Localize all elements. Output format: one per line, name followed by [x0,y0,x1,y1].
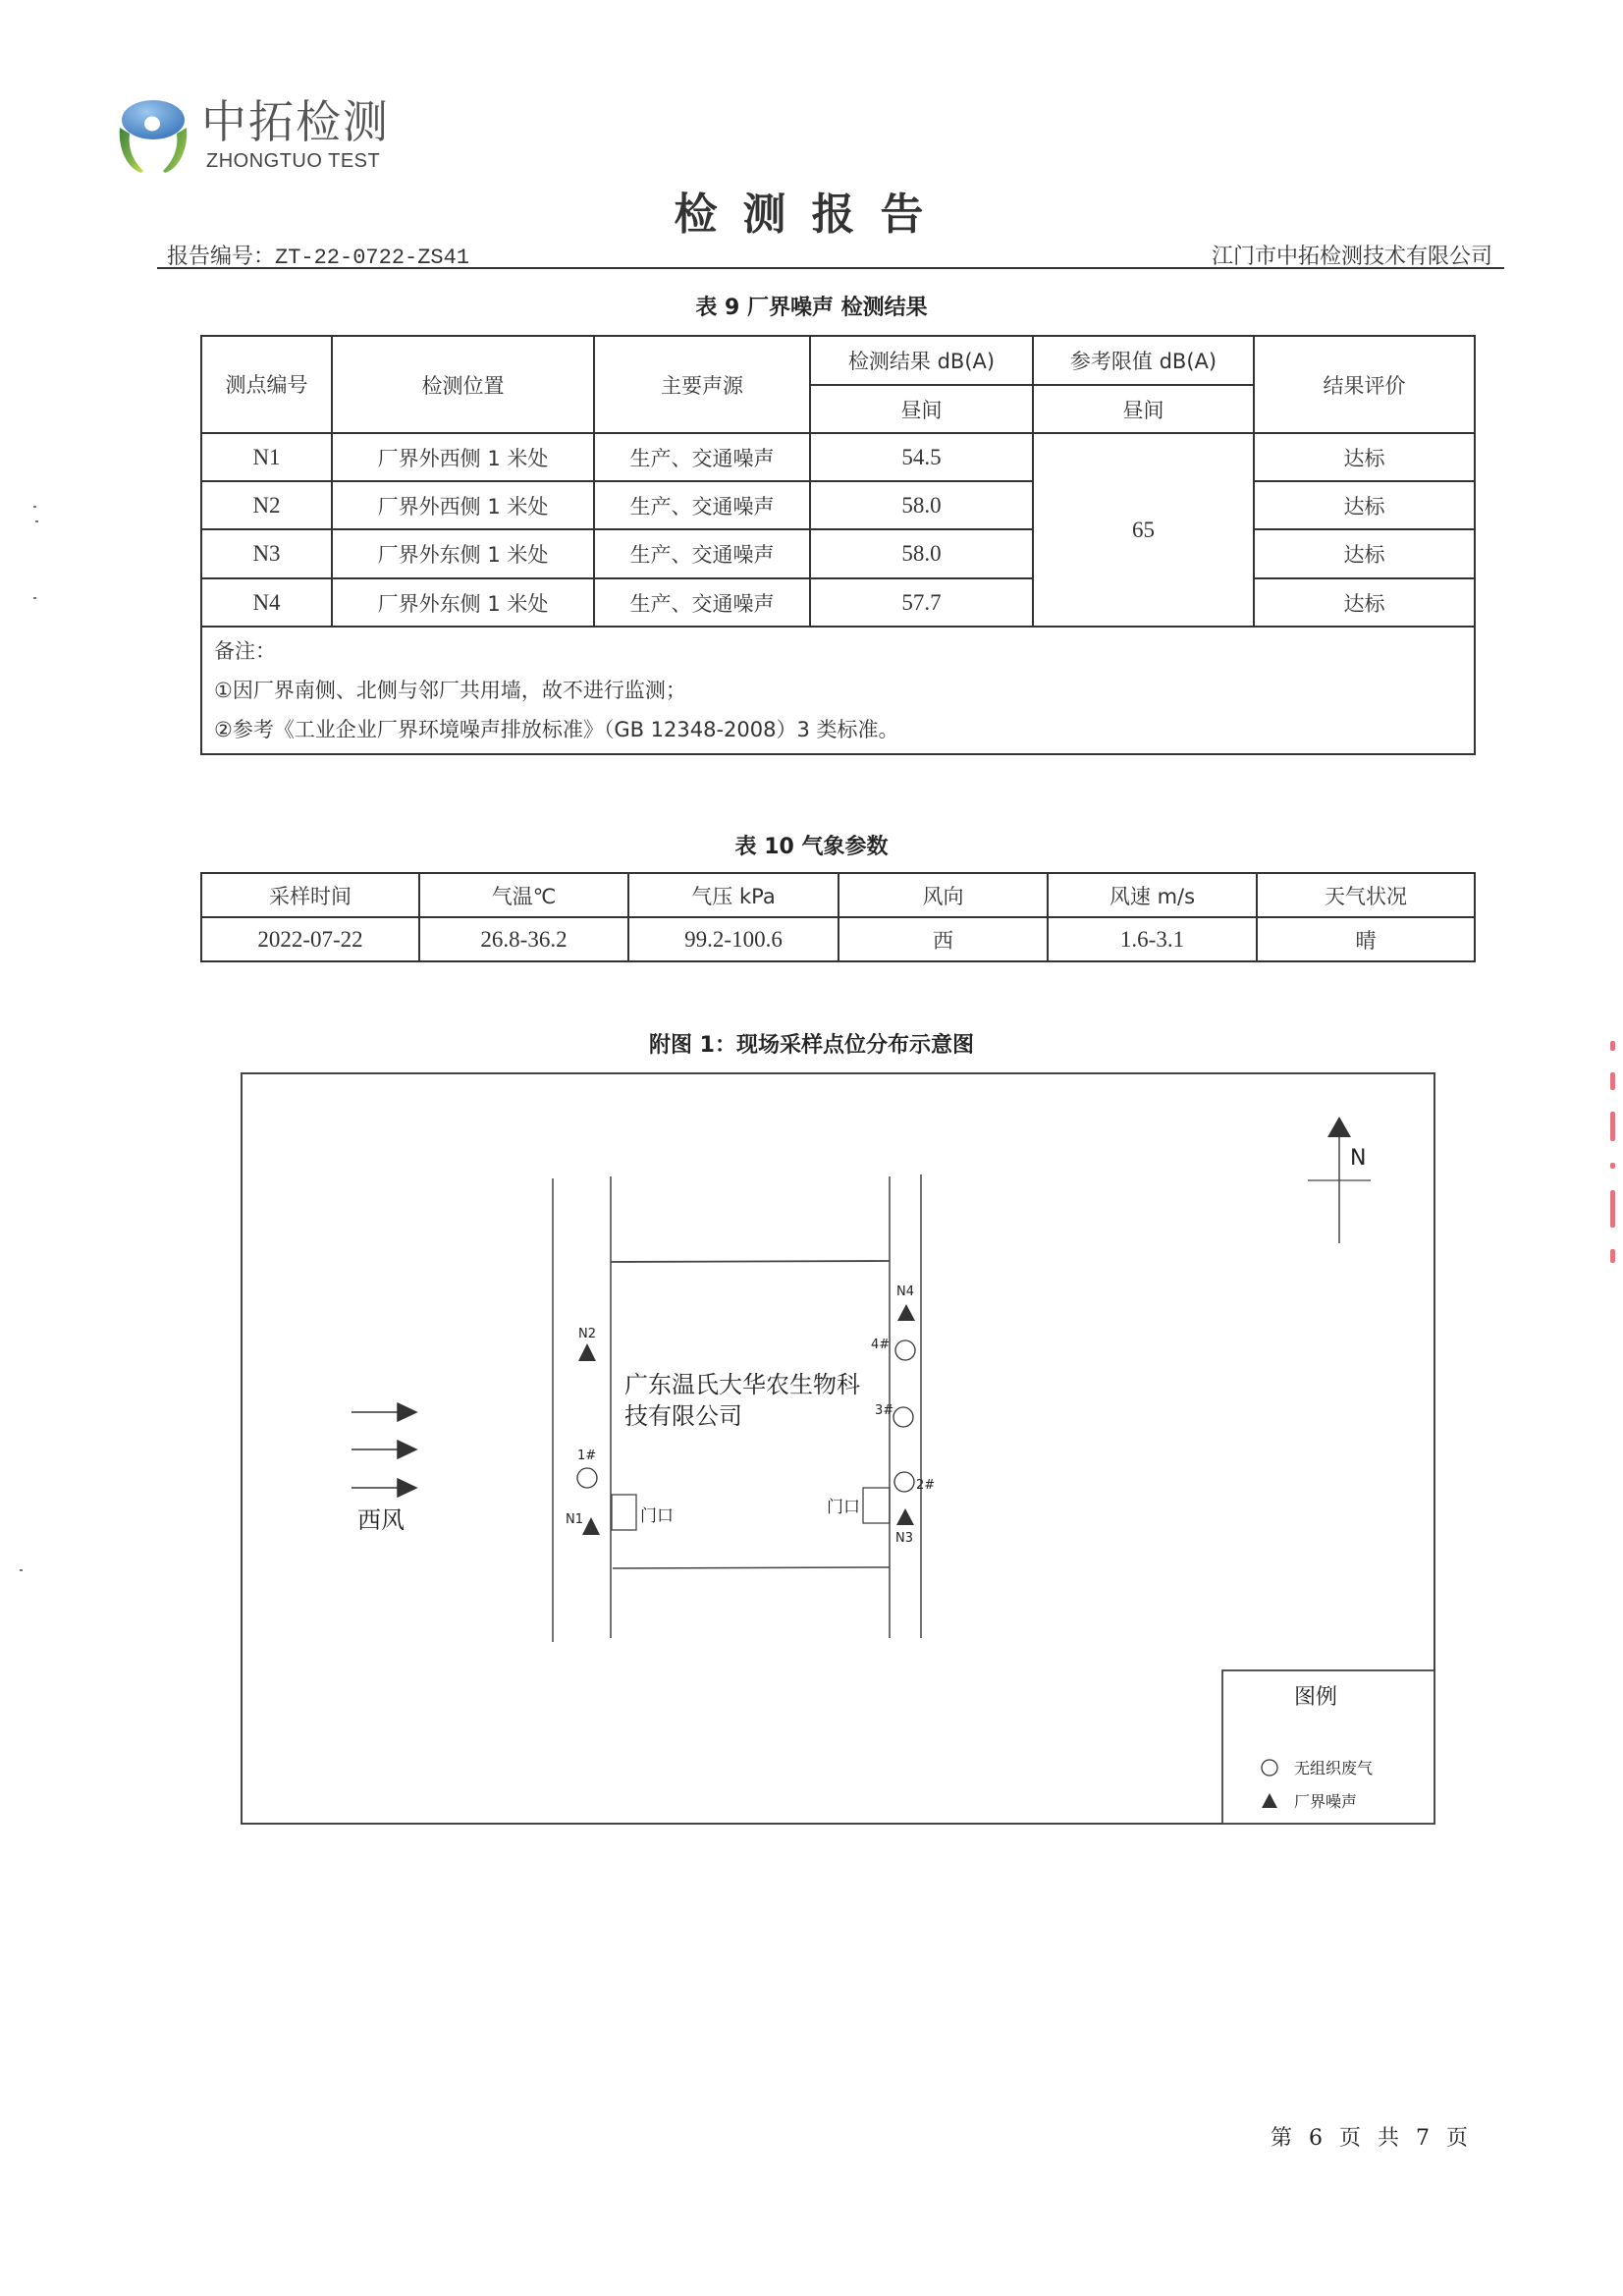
header-location: 检测位置 [332,336,594,433]
header-limit-period: 昼间 [1033,385,1254,433]
east-gate-icon [863,1488,890,1523]
west-gate-label: 门口 [640,1506,674,1526]
noise-point-n2-label: N2 [578,1327,596,1341]
weather: 晴 [1257,917,1475,961]
wind-speed: 1.6-3.1 [1048,917,1257,961]
header-weather: 天气状况 [1257,873,1475,917]
evaluation: 达标 [1254,529,1475,578]
legend-title: 图例 [1294,1685,1338,1710]
factory-north-boundary [611,1261,890,1262]
location: 厂界外东侧 1 米处 [332,529,594,578]
evaluation: 达标 [1254,481,1475,529]
gas-point-3-label: 3# [875,1403,894,1418]
wind-direction: 西 [839,917,1048,961]
issuing-company: 江门市中拓检测技术有限公司 [1211,245,1492,269]
gas-point-4-label: 4# [871,1338,891,1352]
wind-arrow-icon [398,1403,416,1421]
seal-stamp-fragment [1610,1041,1616,1326]
point-id: N2 [201,481,332,529]
gas-point-2-icon [894,1472,914,1492]
page-number: 第 6 页 共 7 页 [1271,2126,1473,2151]
header-wind-direction: 风向 [839,873,1048,917]
result-value: 58.0 [810,481,1033,529]
north-label: N [1350,1146,1367,1171]
sampling-time: 2022-07-22 [201,917,419,961]
temperature: 26.8-36.2 [419,917,628,961]
noise-point-n4-icon [897,1304,915,1321]
noise-point-n1-icon [582,1517,600,1535]
remark-item: ①因厂界南侧、北侧与邻厂共用墙，故不进行监测； [214,679,686,702]
gas-point-3-icon [893,1407,913,1427]
pressure: 99.2-100.6 [628,917,839,961]
table9-caption: 表 9 厂界噪声 检测结果 [695,296,928,320]
noise-point-n2-icon [578,1343,596,1361]
header-evaluation: 结果评价 [1254,336,1475,433]
source: 生产、交通噪声 [594,578,810,627]
result-value: 58.0 [810,529,1033,578]
wind-label: 西风 [357,1506,405,1534]
report-title: 检测报告 [674,190,949,240]
limit-value: 65 [1033,433,1254,627]
result-value: 54.5 [810,433,1033,481]
header-limit: 参考限值 dB(A) [1033,336,1254,385]
legend-gas-label: 无组织废气 [1294,1759,1374,1777]
header-wind-speed: 风速 m/s [1048,873,1257,917]
point-id: N1 [201,433,332,481]
east-gate-label: 门口 [827,1498,860,1517]
point-id: N4 [201,578,332,627]
table10-caption: 表 10 气象参数 [734,835,889,859]
gas-point-1-label: 1# [577,1449,597,1463]
factory-south-boundary [613,1567,890,1568]
wind-arrow-icon [398,1479,416,1497]
header-point-id: 测点编号 [201,336,332,433]
noise-point-n4-label: N4 [896,1285,914,1299]
figure-caption: 附图 1：现场采样点位分布示意图 [649,1033,974,1058]
remarks-label: 备注： [214,639,276,663]
evaluation: 达标 [1254,433,1475,481]
result-value: 57.7 [810,578,1033,627]
compass-arrow-icon [1327,1117,1351,1137]
source: 生产、交通噪声 [594,529,810,578]
location: 厂界外东侧 1 米处 [332,578,594,627]
point-id: N3 [201,529,332,578]
location: 厂界外西侧 1 米处 [332,481,594,529]
header-result-period: 昼间 [810,385,1033,433]
header-source: 主要声源 [594,336,810,433]
wind-arrow-icon [398,1441,416,1458]
remark-item: ②参考《工业企业厂界环境噪声排放标准》（GB 12348-2008）3 类标准。 [214,718,899,741]
noise-point-n3-label: N3 [895,1531,913,1546]
noise-point-n3-icon [896,1508,914,1525]
header-pressure: 气压 kPa [628,873,839,917]
source: 生产、交通噪声 [594,481,810,529]
noise-point-n1-label: N1 [566,1512,583,1527]
header-sampling-time: 采样时间 [201,873,419,917]
company-name-line2: 技有限公司 [624,1402,742,1430]
evaluation: 达标 [1254,578,1475,627]
logo-chinese-name: 中拓检测 [201,95,390,148]
company-name-line1: 广东温氏大华农生物科 [624,1371,860,1398]
west-gate-icon [612,1495,636,1530]
gas-point-1-icon [577,1468,597,1488]
legend-noise-label: 厂界噪声 [1294,1792,1358,1811]
scan-speck [33,506,36,508]
scan-speck [33,597,36,599]
header-temperature: 气温℃ [419,873,628,917]
gas-point-2-label: 2# [916,1478,936,1493]
gas-point-4-icon [895,1340,915,1360]
header-result: 检测结果 dB(A) [810,336,1033,385]
scan-speck [20,1569,23,1571]
source: 生产、交通噪声 [594,433,810,481]
report-number: 报告编号：ZT-22-0722-ZS41 [167,246,470,270]
location: 厂界外西侧 1 米处 [332,433,594,481]
logo-english-name: ZHONGTUO TEST [206,150,381,172]
scan-speck [35,520,38,522]
